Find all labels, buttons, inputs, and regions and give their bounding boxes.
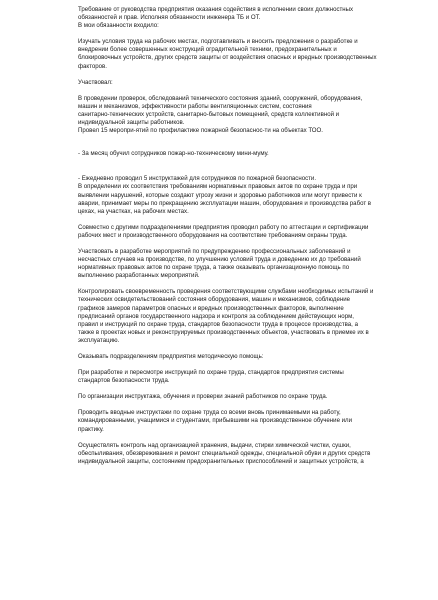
paragraph-prevention-measures: Участвовать в разработке мероприятий по предупреждению профессиональных заболеваний и несчастных случаев на производстве, по улучшению условий труда и доведению их до требований нормативных правовых актов по охране труда, а также оказывать организационную помощь по выполнению разработанных мероприятий. <box>78 247 361 280</box>
paragraph-instructions-development: При разработке и пересмотре инструкций по охране труда, стандартов предприятия системы стандартов безопасности труда. <box>78 369 344 385</box>
paragraph-participated-heading: Участвовал: <box>78 78 113 86</box>
paragraph-study-conditions: Изучать условия труда на рабочих местах, подготавливать и вносить предложения о разработке и внедрении более совершенных конструкций оградительной техники, предохранительных и блокировочных устройств, других средств защиты от воздействия опасных и вредных производственных факторов. <box>78 38 377 70</box>
paragraph-fire-training: - За месяц обучил сотрудников пожар-но-техническому мини-муму. <box>78 150 269 158</box>
paragraph-ppe-control: Осуществлять контроль над организацией хранения, выдачи, стирки химической чистки, сушки, обеспыливания, обезвреживания и ремонт специальной одежды, специальной обуви и других средств индивидуальной защиты, состоянием предохранительных приспособлений и защитных устройств, а <box>78 441 371 465</box>
paragraph-briefing-organization: По организации инструктажа, обучения и проверки знаний работников по охране труда. <box>78 393 328 401</box>
paragraph-induction-briefings: Проводить вводные инструктажи по охране труда со всеми вновь принимаемыми на работу, командированными, учащимися и студентами, прибывшими на производственное обучение или практику. <box>78 409 353 433</box>
paragraph-control-testing: Контролировать своевременность проведения соответствующими службами необходимых испытаний и технических освидетельствований состояния оборудования, машин и механизмов, соблюдение графиков замеров параметров опасных и вредных производственных факторов, выполнение предписаний органов государственного надзора и контроля за соблюдением действующих норм, правил и инструкций по охране труда, стандартов безопасности труда в процессе производства, а также в проектах новых и реконструируемых производственных объектов, участвовать в приемке их в эксплуатацию. <box>78 288 374 344</box>
paragraph-inspections: В проведении проверок, обследований технического состояния зданий, сооружений, оборудования, машин и механизмов, эффективности работы вентиляционных систем, состояния санитарно-технических устройств, санитарно-бытовых помещений, средств коллективной и индивидуальной защиты работников. Провел 15 меропри-ятий по профилактике пожарной безопаснос-ти на объектах ТОО. <box>78 94 363 135</box>
paragraph-methodical-help: Оказывать подразделениям предприятия методическую помощь: <box>78 353 264 360</box>
paragraph-daily-briefings: - Ежедневно проводил 5 инструктажей для сотрудников по пожарной безопасности. В определении их соответствия требованиям нормативных правовых актов по охране труда и при выявлении нарушений, которые создают угрозу жизни и здоровью работников или могут привести к аварии, принимает меры по прекращению эксплуатации машин, оборудования и производства работ в цехах, на участках, на рабочих местах. <box>78 175 372 215</box>
paragraph-duties-intro: Требование от руководства предприятия оказания содействия в исполнении своих должностных обязанностей и прав. Исполняя обязанности инженера ТБ и ОТ. В мои обязанности входило: <box>78 6 354 30</box>
paragraph-certification: Совместно с другими подразделениями предприятия проводил работу по аттестации и сертификации рабочих мест и производственного оборудования на соответствие требованиям охраны труда. <box>78 223 369 239</box>
